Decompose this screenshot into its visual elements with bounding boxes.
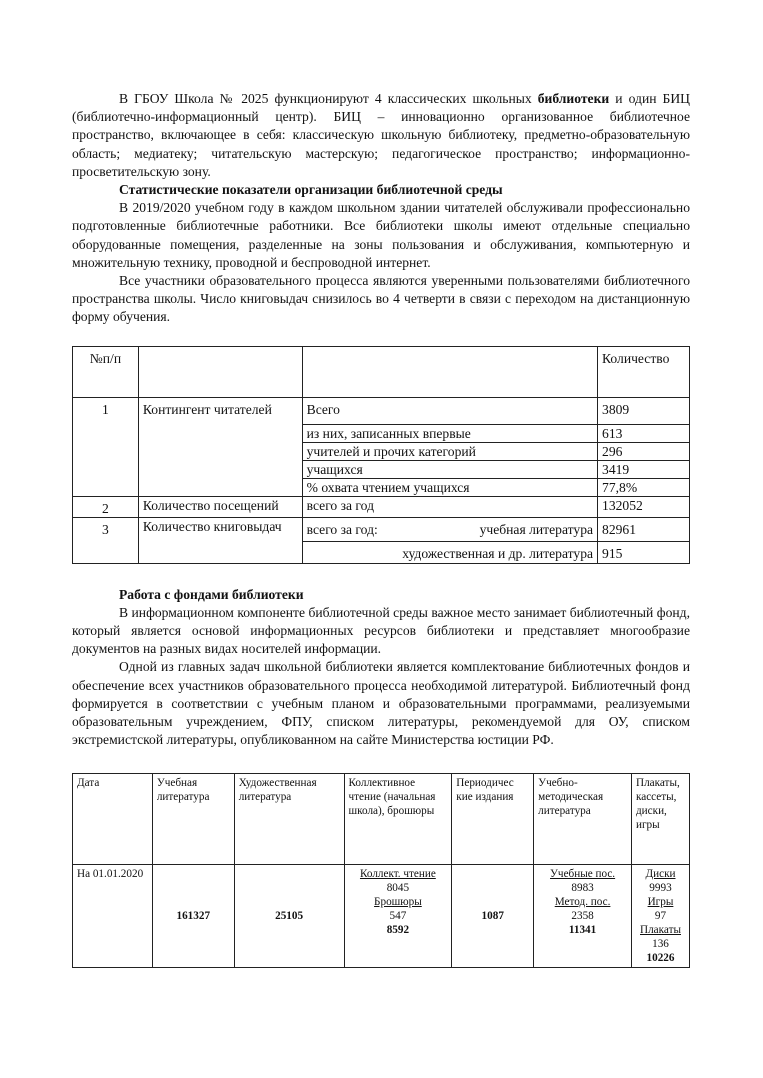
row1-item-value: 3419 (598, 460, 690, 478)
row3-num: 3 (73, 517, 139, 563)
row1-item-value: 613 (598, 424, 690, 442)
col-fiction: Художественная литература (234, 774, 344, 865)
funds-heading: Работа с фондами библиотеки (119, 586, 304, 602)
table-row (73, 517, 690, 541)
meth-total: 11341 (568, 924, 597, 937)
row3-sub2-label: художественная и др. литература (302, 541, 597, 563)
intro-text-start: В ГБОУ Школа № 2025 функционируют 4 классических школьных (119, 91, 538, 106)
col-posters: Плакаты, кассеты, диски, игры (631, 774, 689, 865)
row2-name: Количество посещений (138, 496, 302, 517)
row1-item-label: Всего (302, 397, 597, 424)
row1-name: Контингент читателей (138, 397, 302, 496)
intro-paragraph (72, 90, 690, 181)
post-label-3: Плакаты (640, 924, 681, 937)
cell-periodic: 1087 (452, 865, 534, 968)
intro-text-end: и один БИЦ (библиотечно-информационный центр). БИЦ – инновационно организованное библиотечное пространство, включающее в себя: классическую школьную библиотеку, предметно-образовательную область; медиатеку; читательскую мастерскую; педагогическое пространство; информационно-просветительскую зону. (72, 91, 690, 179)
col-collective: Коллективное чтение (начальная школа), брошюры (344, 774, 452, 865)
col-date: Дата (73, 774, 153, 865)
post-value-1: 9993 (649, 882, 672, 895)
row2-label: всего за год (302, 496, 597, 517)
header-indicator (302, 346, 597, 397)
stats-heading: Статистические показатели организации библиотечной среды (119, 182, 503, 198)
intro-bold-word: библиотеки (537, 91, 610, 106)
col-edu: Учебная литература (152, 774, 234, 865)
cell-posters (631, 865, 689, 968)
row3-sub1-label: учебная литература (479, 521, 594, 537)
stats-table (72, 346, 690, 564)
post-value-3: 136 (652, 938, 669, 951)
funds-table-header (73, 774, 690, 865)
row1-item-label: из них, записанных впервые (302, 424, 597, 442)
post-label-2: Игры (647, 896, 674, 909)
table-row (73, 496, 690, 517)
cell-date: На 01.01.2020 (73, 865, 153, 968)
cell-edu: 161327 (152, 865, 234, 968)
row3-sub2-value: 915 (598, 541, 690, 563)
document-page (72, 90, 690, 968)
row3-sub1 (302, 517, 597, 541)
meth-value-2: 2358 (571, 910, 594, 923)
header-num: №п/п (73, 346, 139, 397)
row1-item-label: % охвата чтением учащихся (302, 478, 597, 496)
row2-num: 2 (73, 496, 139, 517)
coll-label-1: Коллект. чтение (359, 868, 436, 881)
row3-sub1-value: 82961 (598, 517, 690, 541)
row2-value: 132052 (598, 496, 690, 517)
table-row (73, 397, 690, 424)
post-total: 10226 (646, 952, 675, 965)
meth-label-1: Учебные пос. (550, 868, 616, 881)
cell-method (534, 865, 632, 968)
row1-item-value: 77,8% (598, 478, 690, 496)
header-qty: Количество (598, 346, 690, 397)
header-name (138, 346, 302, 397)
row1-item-label: учащихся (302, 460, 597, 478)
stats-paragraph-1: В 2019/2020 учебном году в каждом школьном здании читателей обслуживали профессионально подготовленные библиотечные работники. Все библиотеки школы имеют отдельные специально оборудованные помещения, разделенные на зоны пользования и обслуживания, компьютерную и множительную технику, проводной и беспроводной интернет. (72, 200, 690, 270)
coll-label-2: Брошюры (374, 896, 422, 909)
row3-label: всего за год: (306, 521, 378, 537)
funds-paragraph-2: Одной из главных задач школьной библиотеки является комплектование библиотечных фондов и обеспечение всех участников образовательного процесса необходимой литературой. Библиотечный фонд формируется в соответствии с учебным планом и образовательными программами, реализуемыми образовательным учреждением, ФПУ, списком литературы, рекомендуемой для ОУ, списком экстремистской литературы, опубликованном на сайте Министерства юстиции РФ. (72, 659, 690, 748)
meth-value-1: 8983 (571, 882, 594, 895)
coll-value-1: 8045 (386, 882, 410, 895)
table-row (73, 865, 690, 968)
funds-section (72, 586, 690, 750)
funds-paragraph-1: В информационном компоненте библиотечной среды важное место занимает библиотечный фонд, который является основой информационных ресурсов библиотеки и представляет многообразие документов на разных видах носителей информации. (72, 604, 690, 657)
row1-item-value: 3809 (598, 397, 690, 424)
col-periodic: Периодичес кие издания (452, 774, 534, 865)
col-method: Учебно-методическая литература (534, 774, 632, 865)
row3-name: Количество книговыдач (138, 517, 302, 563)
coll-value-2: 547 (389, 910, 407, 923)
row1-item-label: учителей и прочих категорий (302, 442, 597, 460)
meth-label-2: Метод. пос. (554, 896, 611, 909)
cell-collective (344, 865, 452, 968)
post-label-1: Диски (645, 868, 676, 881)
cell-fiction: 25105 (234, 865, 344, 968)
coll-total: 8592 (386, 924, 410, 937)
row1-item-value: 296 (598, 442, 690, 460)
row1-num: 1 (73, 397, 139, 496)
stats-paragraph-2: Все участники образовательного процесса являются уверенными пользователями библиотечного пространства школы. Число книговыдач снизилось во 4 четверти в связи с переходом на дистанционную форму обучения. (72, 273, 690, 325)
stats-table-header (73, 346, 690, 397)
funds-table (72, 773, 690, 968)
post-value-2: 97 (654, 910, 667, 923)
